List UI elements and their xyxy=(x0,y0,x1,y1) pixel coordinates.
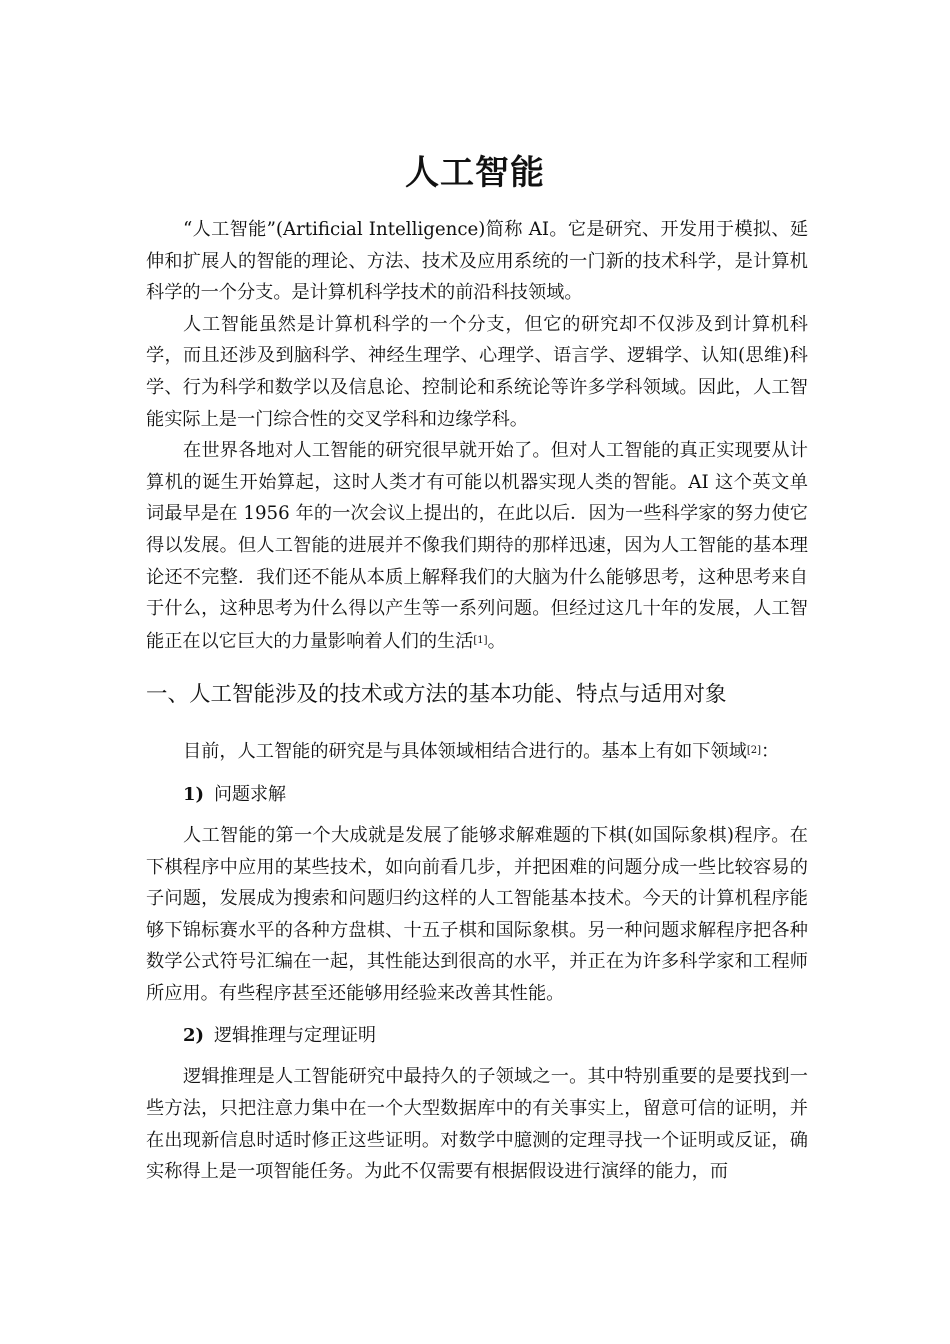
paragraph-intro-2: 人工智能虽然是计算机科学的一个分支，但它的研究却不仅涉及到计算机科学，而且还涉及到脑科学、神经生理学、心理学、语言学、逻辑学、认知(思维)科学、行为科学和数学以及信息论、控制论和系统论等许多学科领域。因此，人工智能实际上是一门综合性的交叉学科和边缘学科。 xyxy=(146,313,808,430)
document-body xyxy=(146,214,808,1188)
subheading-label: 逻辑推理与定理证明 xyxy=(214,1025,377,1047)
subheading-logic-reasoning xyxy=(183,1021,808,1051)
subheading-number: 1) xyxy=(183,783,205,805)
paragraph-problem-solving: 人工智能的第一个大成就是发展了能够求解难题的下棋(如国际象棋)程序。在下棋程序中应用的某些技术，如向前看几步，并把困难的问题分成一些比较容易的子问题，发展成为搜索和问题归约这样的人工智能基本技术。今天的计算机程序能够下锦标赛水平的各种方盘棋、十五子棋和国际象棋。另一种问题求解程序把各种数学公式符号汇编在一起，其性能达到很高的水平，并正在为许多科学家和工程师所应用。有些程序甚至还能够用经验来改善其性能。 xyxy=(146,824,808,1004)
subheading-number: 2) xyxy=(183,1025,205,1047)
paragraph-history-end: 。 xyxy=(487,630,506,652)
section-intro xyxy=(146,735,808,768)
citation-ref-1[interactable]: [1] xyxy=(473,634,488,646)
paragraph-logic-reasoning: 逻辑推理是人工智能研究中最持久的子领域之一。其中特别重要的是要找到一些方法，只把注意力集中在一个大型数据库中的有关事实上，留意可信的证明，并在出现新信息时适时修正这些证明。对数学中臆测的定理寻找一个证明或反证，确实称得上是一项智能任务。为此不仅需要有根据假设进行演绎的能力，而 xyxy=(146,1066,808,1183)
paragraph-history-text: 在世界各地对人工智能的研究很早就开始了。但对人工智能的真正实现要从计算机的诞生开始算起，这时人类才有可能以机器实现人类的智能。AI 这个英文单词最早是在 1956 年的一次会议上提出的，在此以后．因为一些科学家的努力使它得以发展。但人工智能的进展并不像我们期待的那样迅速，因为人工智能的基本理论还不完整．我们还不能从本质上解释我们的大脑为什么能够思考，这种思考来自于什么，这种思考为什么得以产生等一系列问题。但经过这几十年的发展，人工智能正在以它巨大的力量影响着人们的生活 xyxy=(146,440,808,652)
citation-ref-2[interactable]: [2] xyxy=(746,745,761,757)
section-intro-text: 目前，人工智能的研究是与具体领域相结合进行的。基本上有如下领域 xyxy=(183,741,747,763)
section-heading-1: 一、人工智能涉及的技术或方法的基本功能、特点与适用对象 xyxy=(146,682,727,708)
document-title: 人工智能 xyxy=(405,152,545,193)
subheading-problem-solving xyxy=(183,780,808,810)
paragraph-intro-1: “人工智能”(Artificial Intelligence)简称 AI。它是研究、开发用于模拟、延伸和扩展人的智能的理论、方法、技术及应用系统的一门新的技术科学，是计算机科学的一个分支。是计算机科学技术的前沿科技领域。 xyxy=(146,219,808,304)
paragraph-history xyxy=(146,435,808,657)
section-intro-end: ： xyxy=(761,741,780,763)
subheading-label: 问题求解 xyxy=(214,783,287,805)
